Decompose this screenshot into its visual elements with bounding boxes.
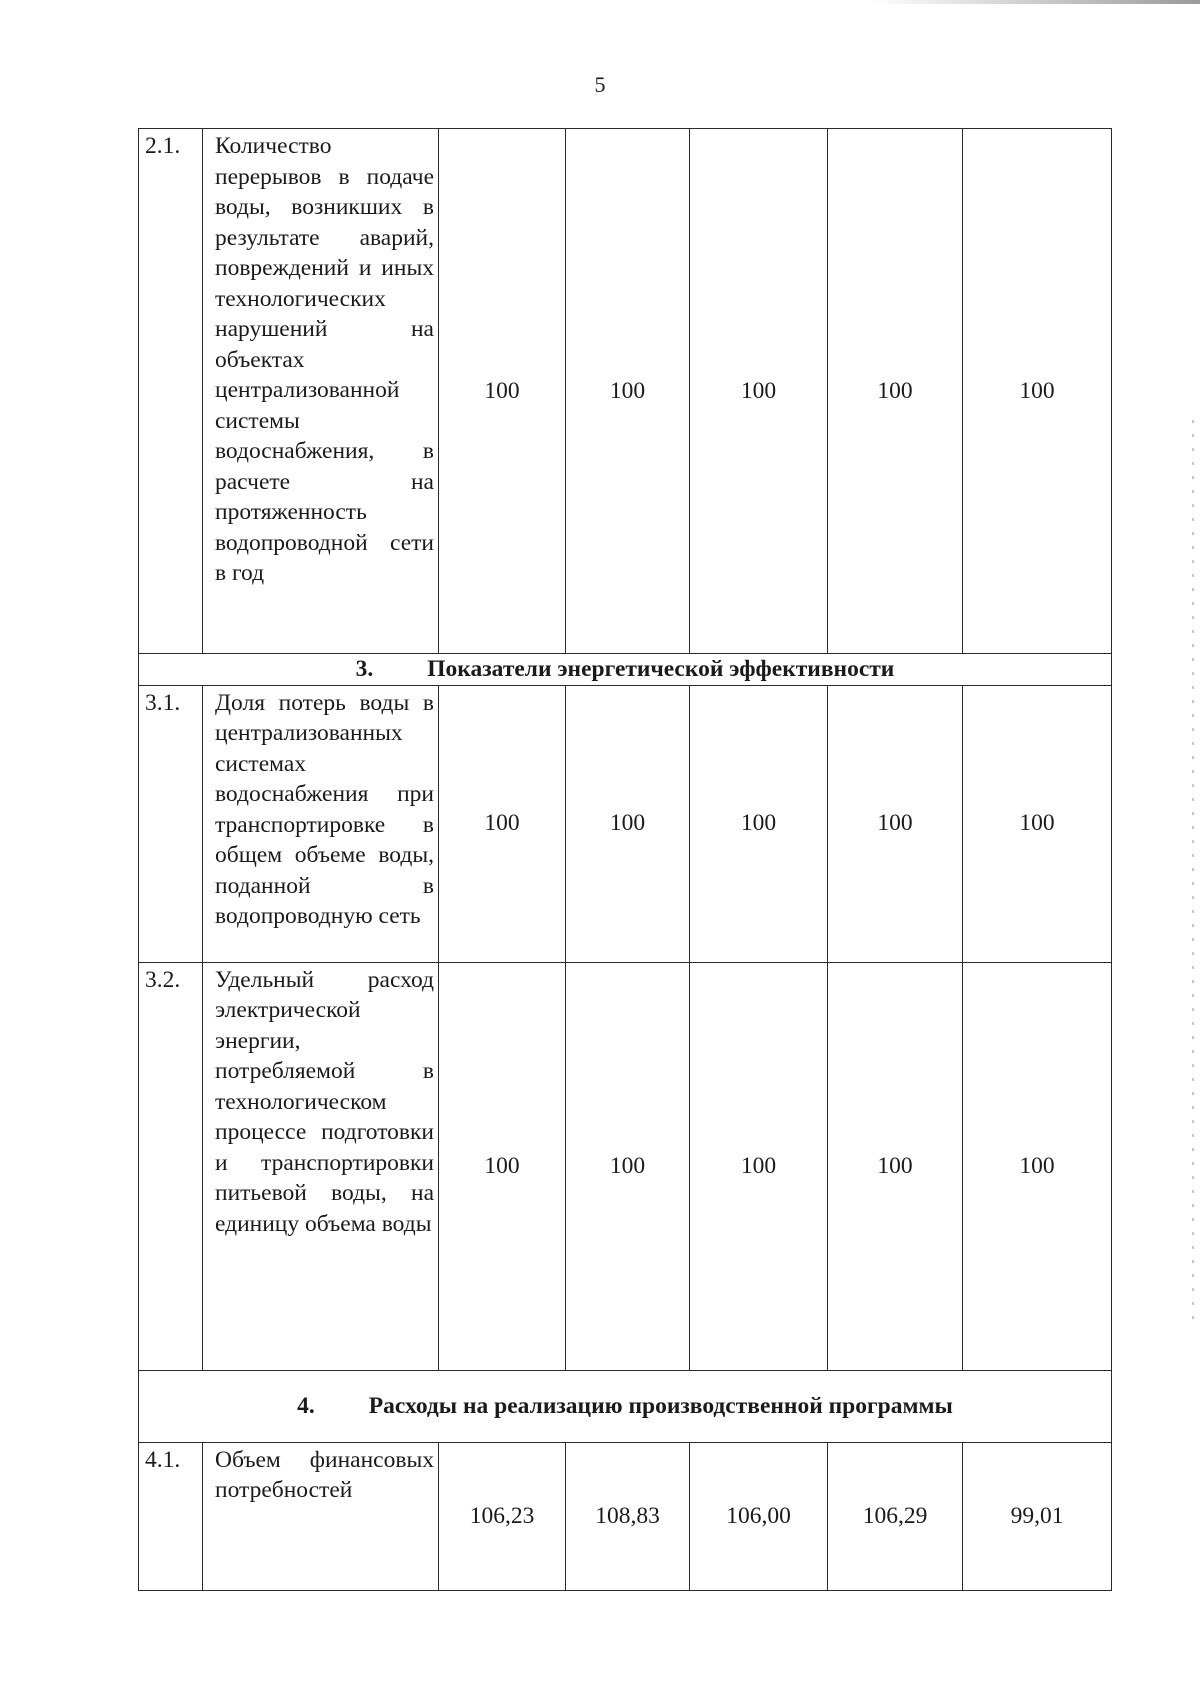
indicator-description: Объем финансовых потребностей — [203, 1442, 439, 1590]
value-cell: 100 — [690, 129, 828, 654]
value-cell: 100 — [439, 685, 566, 962]
scan-edge-dots — [1192, 420, 1194, 1320]
value-cell: 100 — [566, 962, 690, 1370]
row-number: 2.1. — [139, 129, 203, 654]
value-cell: 100 — [566, 685, 690, 962]
value-cell: 100 — [566, 129, 690, 654]
row-number: 4.1. — [139, 1442, 203, 1590]
table-row-2-1 — [139, 129, 1112, 654]
section-title: Расходы на реализацию производственной программы — [368, 1392, 953, 1419]
value-cell: 106,00 — [690, 1442, 828, 1590]
section-heading — [139, 654, 1112, 686]
section-title: Показатели энергетической эффективности — [427, 656, 895, 682]
value-cell: 100 — [963, 129, 1112, 654]
table-row-3-1 — [139, 685, 1112, 962]
indicators-table — [138, 128, 1112, 1591]
indicator-description: Удельный расход электрической энергии, потребляемой в технологическом процессе подготовки и транспортировки питьевой воды, на единицу объема воды — [203, 962, 439, 1370]
value-cell: 100 — [439, 129, 566, 654]
scan-edge-shadow — [870, 0, 1200, 4]
value-cell: 100 — [690, 962, 828, 1370]
section-header-row-4 — [139, 1370, 1112, 1442]
value-cell: 106,23 — [439, 1442, 566, 1590]
value-cell: 106,29 — [828, 1442, 963, 1590]
section-number: 3. — [355, 656, 374, 682]
value-cell: 100 — [439, 962, 566, 1370]
value-cell: 99,01 — [963, 1442, 1112, 1590]
table-row-4-1 — [139, 1442, 1112, 1590]
indicator-description: Доля потерь воды в централизованных системах водоснабжения при транспортировке в общем объеме воды, поданной в водопроводную сеть — [203, 685, 439, 962]
table-row-3-2 — [139, 962, 1112, 1370]
section-heading — [139, 1370, 1112, 1442]
value-cell: 100 — [963, 685, 1112, 962]
indicator-description: Количество перерывов в подаче воды, возникших в результате аварий, повреждений и иных технологических нарушений на объектах централизованной системы водоснабжения, в расчете на протяженность водопроводной сети в год — [203, 129, 439, 654]
row-number: 3.1. — [139, 685, 203, 962]
value-cell: 100 — [828, 685, 963, 962]
row-number: 3.2. — [139, 962, 203, 1370]
value-cell: 100 — [828, 129, 963, 654]
value-cell: 100 — [963, 962, 1112, 1370]
value-cell: 100 — [828, 962, 963, 1370]
value-cell: 100 — [690, 685, 828, 962]
value-cell: 108,83 — [566, 1442, 690, 1590]
section-number: 4. — [297, 1392, 315, 1419]
page-number: 5 — [594, 72, 606, 97]
section-header-row-3 — [139, 654, 1112, 686]
